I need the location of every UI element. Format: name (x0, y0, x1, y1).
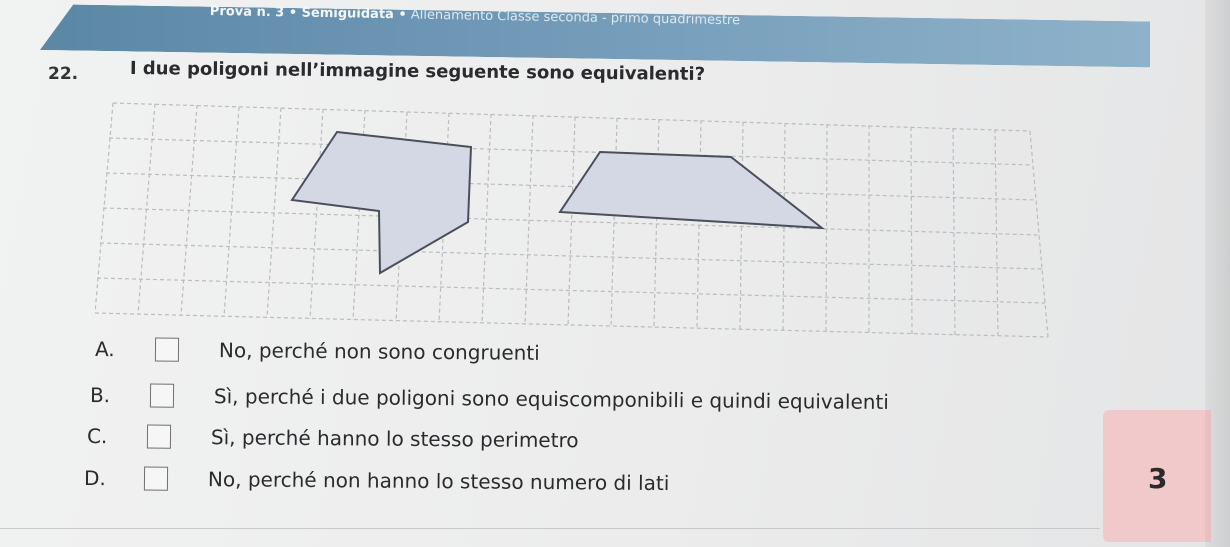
header-series: Prova n. 3 • Semiguidata • (209, 4, 407, 23)
header-title: Allenamento Classe seconda - primo quadrimestre (410, 7, 741, 29)
option-d[interactable] (84, 466, 670, 495)
question-text: I due poligoni nell’immagine seguente sono equivalenti? (129, 58, 706, 86)
option-a[interactable] (95, 337, 540, 365)
option-checkbox[interactable] (144, 467, 168, 491)
page-edge-shadow (1205, 0, 1230, 547)
option-letter: C. (86, 424, 108, 449)
option-label: Sì, perché i due poligoni sono equiscomponibili e quindi equivalenti (213, 384, 889, 414)
option-label: No, perché non sono congruenti (218, 338, 540, 365)
question-number: 22. (48, 64, 79, 84)
option-letter: D. (83, 466, 106, 491)
option-b[interactable] (90, 383, 889, 414)
option-letter: B. (89, 383, 111, 408)
option-c[interactable] (87, 424, 579, 452)
score-value: 3 (1148, 462, 1168, 495)
left-polygon (292, 132, 471, 273)
option-letter: A. (94, 337, 115, 362)
right-polygon (560, 152, 822, 228)
polygons-grid-figure (95, 95, 1060, 345)
option-label: Sì, perché hanno lo stesso perimetro (210, 425, 579, 453)
option-label: No, perché non hanno lo stesso numero di lati (207, 467, 670, 496)
option-checkbox[interactable] (155, 338, 179, 362)
grid (95, 103, 1048, 337)
option-checkbox[interactable] (150, 384, 174, 408)
divider (0, 528, 1100, 529)
option-checkbox[interactable] (147, 425, 171, 449)
